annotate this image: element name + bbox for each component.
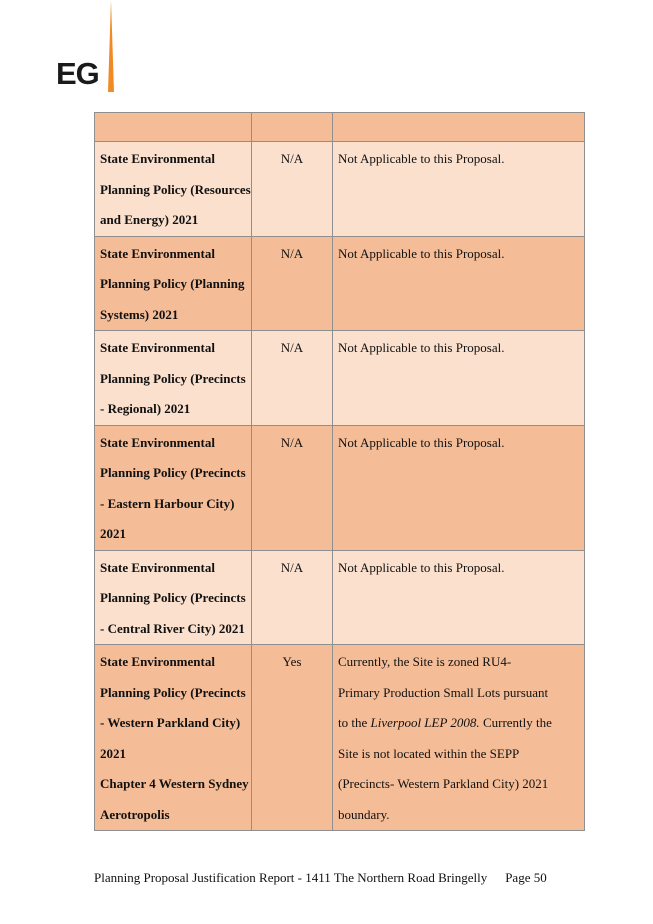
header-cell-applicable	[252, 113, 333, 142]
comment-cell	[333, 331, 585, 426]
policy-line: State Environmental	[100, 245, 215, 261]
comment-text: Not Applicable to this Proposal.	[338, 151, 505, 166]
policy-line: Systems) 2021	[100, 306, 179, 322]
table-row	[95, 142, 585, 237]
policy-line: Planning Policy (Precincts	[100, 590, 246, 605]
policy-line: State Environmental	[100, 559, 215, 575]
sepp-compliance-table	[94, 112, 585, 831]
comment-cell	[333, 236, 585, 331]
footer-title: Planning Proposal Justification Report - 1411 The Northern Road Bringelly	[94, 870, 488, 885]
comment-line	[338, 647, 579, 678]
table-header-row	[95, 113, 585, 142]
page-footer	[94, 870, 547, 886]
logo-accent-bar	[108, 0, 114, 92]
policy-cell	[95, 425, 252, 550]
comment-line	[338, 678, 579, 709]
table-row	[95, 425, 585, 550]
policy-line: and Energy) 2021	[100, 212, 199, 227]
comment-line	[338, 800, 579, 831]
applicable-cell: Yes	[252, 645, 333, 831]
italic-reference: Liverpool LEP 2008.	[370, 715, 480, 730]
policy-line: Aerotropolis	[100, 806, 170, 822]
header-cell-comment	[333, 113, 585, 142]
policy-line: - Western Parkland City)	[100, 715, 241, 730]
comment-cell	[333, 425, 585, 550]
header-cell-policy	[95, 113, 252, 142]
policy-line: State Environmental	[100, 654, 215, 669]
table-row	[95, 236, 585, 331]
policy-line: Planning Policy (Planning	[100, 276, 245, 291]
comment-text: Not Applicable to this Proposal.	[338, 245, 505, 261]
table-row	[95, 645, 585, 831]
policy-line: - Central River City) 2021	[100, 620, 245, 636]
comment-text: Primary Production Small Lots pursuant	[338, 684, 549, 700]
policy-line: 2021	[100, 526, 126, 541]
policy-line: - Regional) 2021	[100, 401, 191, 416]
policy-line: State Environmental	[100, 151, 215, 166]
comment-text: Currently, the Site is zoned RU4-	[338, 654, 512, 669]
comment-cell	[333, 550, 585, 645]
policy-line: Planning Policy (Precincts	[100, 684, 246, 700]
policy-cell	[95, 645, 252, 831]
applicable-cell: N/A	[252, 236, 333, 331]
comment-text: Not Applicable to this Proposal.	[338, 340, 505, 355]
applicable-cell: N/A	[252, 425, 333, 550]
comment-line	[338, 239, 579, 270]
comment-line	[338, 769, 579, 800]
policy-line: 2021	[100, 745, 126, 761]
comment-cell	[333, 645, 585, 831]
comment-line	[338, 428, 579, 459]
comment-text: boundary.	[338, 806, 390, 822]
policy-cell	[95, 142, 252, 237]
comment-cell	[333, 142, 585, 237]
policy-line: Chapter 4 Western Sydney	[100, 776, 249, 791]
applicable-cell: N/A	[252, 142, 333, 237]
comment-text: (Precincts- Western Parkland City) 2021	[338, 776, 549, 791]
page-number: Page 50	[505, 870, 547, 885]
comment-line	[338, 708, 579, 739]
policy-line: - Eastern Harbour City)	[100, 495, 235, 511]
policy-line: Planning Policy (Precincts	[100, 465, 246, 480]
comment-line	[338, 333, 579, 364]
policy-line: Planning Policy (Resources	[100, 181, 251, 197]
comment-text: Currently the	[479, 715, 552, 730]
policy-line: Planning Policy (Precincts	[100, 370, 246, 386]
logo-text: EG	[56, 56, 99, 91]
comment-line	[338, 144, 579, 175]
policy-cell	[95, 331, 252, 426]
applicable-cell: N/A	[252, 331, 333, 426]
comment-text: Not Applicable to this Proposal.	[338, 559, 505, 575]
comment-line	[338, 739, 579, 770]
comment-text: Site is not located within the SEPP	[338, 745, 520, 761]
table-row	[95, 550, 585, 645]
policy-line: State Environmental	[100, 340, 215, 355]
comment-text: to the	[338, 715, 371, 730]
table-row	[95, 331, 585, 426]
comment-line	[338, 553, 579, 584]
comment-text: Not Applicable to this Proposal.	[338, 434, 505, 450]
applicable-cell: N/A	[252, 550, 333, 645]
policy-cell	[95, 550, 252, 645]
policy-cell	[95, 236, 252, 331]
company-logo	[56, 0, 126, 92]
policy-line: State Environmental	[100, 434, 215, 450]
